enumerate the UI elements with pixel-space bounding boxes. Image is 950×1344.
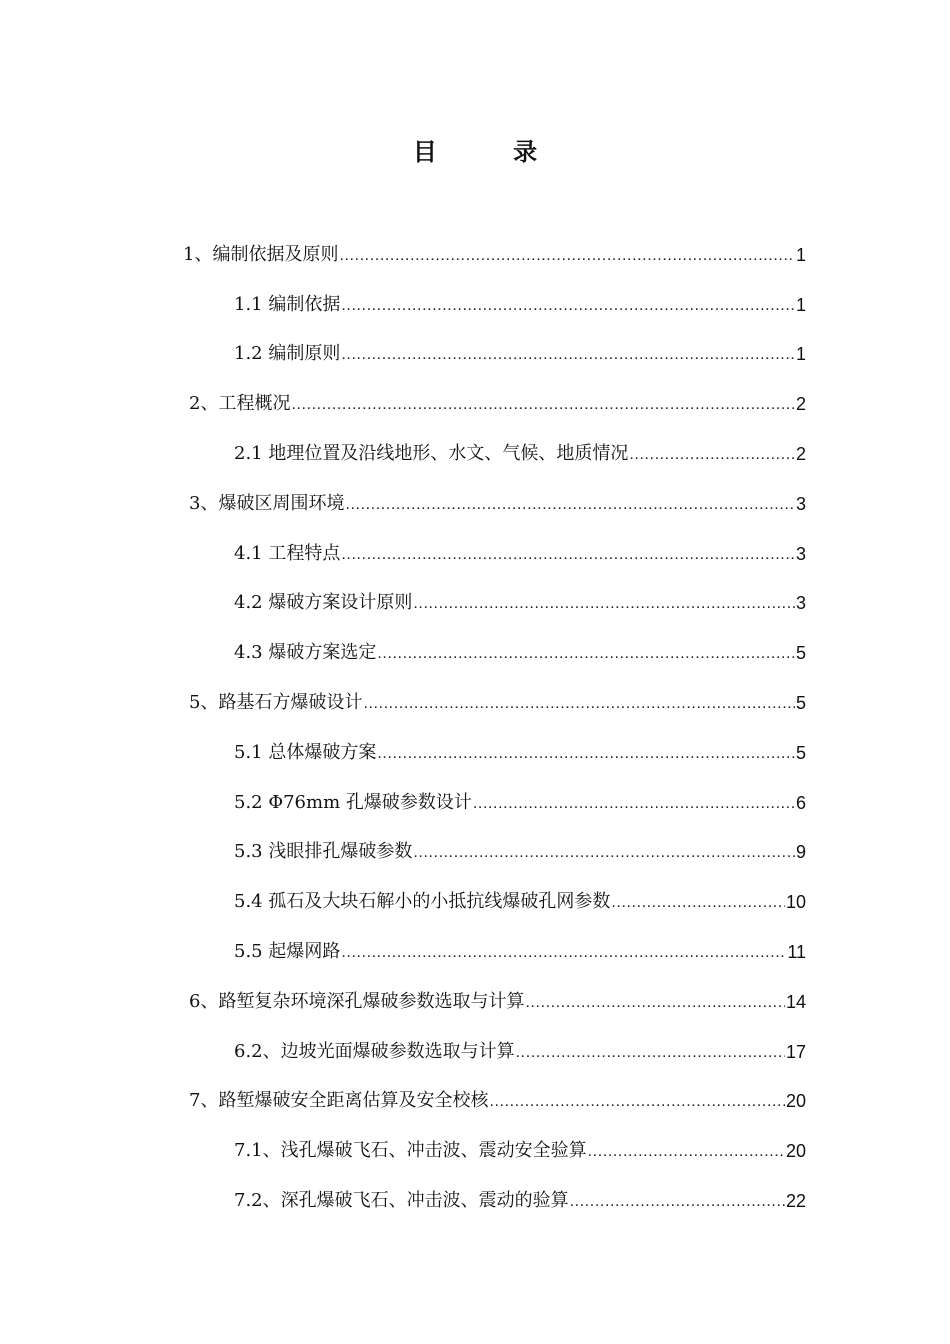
toc-leader-dots — [413, 591, 795, 615]
toc-page-number: 9 — [795, 842, 806, 863]
toc-leader-dots — [341, 542, 795, 566]
toc-page-number: 3 — [795, 493, 806, 514]
toc-page-number: 3 — [795, 543, 806, 564]
toc-entry-text: 5、路基石方爆破设计 — [189, 692, 363, 714]
toc-entry[interactable] — [0, 678, 806, 728]
toc-entry[interactable] — [0, 429, 806, 479]
toc-entry-text: 5.3 浅眼排孔爆破参数 — [234, 841, 413, 863]
toc-page-number: 5 — [795, 643, 806, 664]
toc-entry-text: 6、路堑复杂环境深孔爆破参数选取与计算 — [189, 990, 525, 1012]
toc-page-number: 20 — [785, 1091, 806, 1112]
toc-entry-text: 7.1、浅孔爆破飞石、冲击波、震动安全验算 — [234, 1140, 587, 1162]
toc-leader-dots — [629, 442, 795, 466]
toc-page-number: 2 — [795, 444, 806, 465]
toc-leader-dots — [341, 342, 795, 366]
toc-entry-text: 4.3 爆破方案选定 — [234, 642, 377, 664]
toc-page-number: 17 — [785, 1041, 806, 1062]
toc-entry[interactable] — [0, 1176, 806, 1226]
toc-entry[interactable] — [0, 877, 806, 927]
toc-entry[interactable] — [0, 379, 806, 429]
toc-leader-dots — [516, 1040, 785, 1064]
toc-page-number: 11 — [787, 942, 806, 963]
toc-leader-dots — [341, 293, 795, 317]
toc-entry-text: 2、工程概况 — [189, 393, 291, 415]
toc-leader-dots — [345, 492, 795, 516]
toc-page-number: 10 — [785, 892, 806, 913]
toc-entry-text: 5.4 孤石及大块石解小的小抵抗线爆破孔网参数 — [234, 891, 611, 913]
toc-entry[interactable] — [0, 1126, 806, 1176]
toc-entry[interactable] — [0, 1077, 806, 1127]
toc-leader-dots — [525, 990, 785, 1014]
toc-entry[interactable] — [0, 728, 806, 778]
toc-entry-text: 7、路堑爆破安全距离估算及安全校核 — [189, 1090, 489, 1112]
toc-leader-dots — [363, 691, 795, 715]
toc-leader-dots — [588, 1139, 785, 1163]
toc-page-number: 1 — [795, 344, 806, 365]
toc-entry-text: 1、编制依据及原则 — [183, 243, 339, 265]
toc-leader-dots — [291, 392, 795, 416]
toc-page-number: 3 — [795, 593, 806, 614]
toc-leader-dots — [377, 741, 795, 765]
toc-page-number: 20 — [785, 1141, 806, 1162]
toc-leader-dots — [611, 890, 785, 914]
toc-entry-text: 4.1 工程特点 — [234, 542, 341, 564]
toc-leader-dots — [489, 1089, 785, 1113]
toc-entry[interactable] — [0, 529, 806, 579]
toc-entry-text: 3、爆破区周围环境 — [189, 492, 345, 514]
toc-entry-text: 2.1 地理位置及沿线地形、水文、气候、地质情况 — [234, 443, 629, 465]
table-of-contents — [0, 230, 950, 1226]
toc-leader-dots — [341, 940, 786, 964]
toc-entry[interactable] — [0, 778, 806, 828]
toc-entry-text: 5.2 Φ76mm 孔爆破参数设计 — [234, 791, 472, 813]
toc-entry-text: 6.2、边坡光面爆破参数选取与计算 — [234, 1040, 515, 1062]
toc-entry[interactable] — [0, 1027, 806, 1077]
toc-entry-text: 1.1 编制依据 — [234, 293, 341, 315]
toc-entry-text: 5.5 起爆网路 — [234, 941, 341, 963]
toc-entry[interactable] — [0, 230, 806, 280]
toc-leader-dots — [339, 243, 795, 267]
toc-leader-dots — [413, 840, 795, 864]
toc-leader-dots — [377, 641, 795, 665]
toc-leader-dots — [570, 1189, 785, 1213]
toc-page-number: 5 — [795, 693, 806, 714]
toc-page-number: 5 — [795, 742, 806, 763]
toc-page-number: 2 — [795, 394, 806, 415]
toc-entry[interactable] — [0, 479, 806, 529]
toc-entry[interactable] — [0, 330, 806, 380]
toc-page-number: 1 — [795, 244, 806, 265]
toc-page-number: 22 — [785, 1191, 806, 1212]
page-title: 目 录 — [412, 137, 572, 166]
toc-page-number: 6 — [795, 792, 806, 813]
toc-entry-text: 1.2 编制原则 — [234, 343, 341, 365]
toc-page-number: 1 — [795, 294, 806, 315]
toc-entry-text: 7.2、深孔爆破飞石、冲击波、震动的验算 — [234, 1190, 569, 1212]
toc-entry[interactable] — [0, 280, 806, 330]
toc-leader-dots — [473, 791, 795, 815]
toc-entry[interactable] — [0, 828, 806, 878]
toc-entry-text: 5.1 总体爆破方案 — [234, 741, 377, 763]
toc-entry[interactable] — [0, 927, 806, 977]
toc-entry[interactable] — [0, 977, 806, 1027]
toc-entry[interactable] — [0, 579, 806, 629]
toc-page-number: 14 — [785, 991, 806, 1012]
toc-entry-text: 4.2 爆破方案设计原则 — [234, 592, 413, 614]
toc-entry[interactable] — [0, 628, 806, 678]
